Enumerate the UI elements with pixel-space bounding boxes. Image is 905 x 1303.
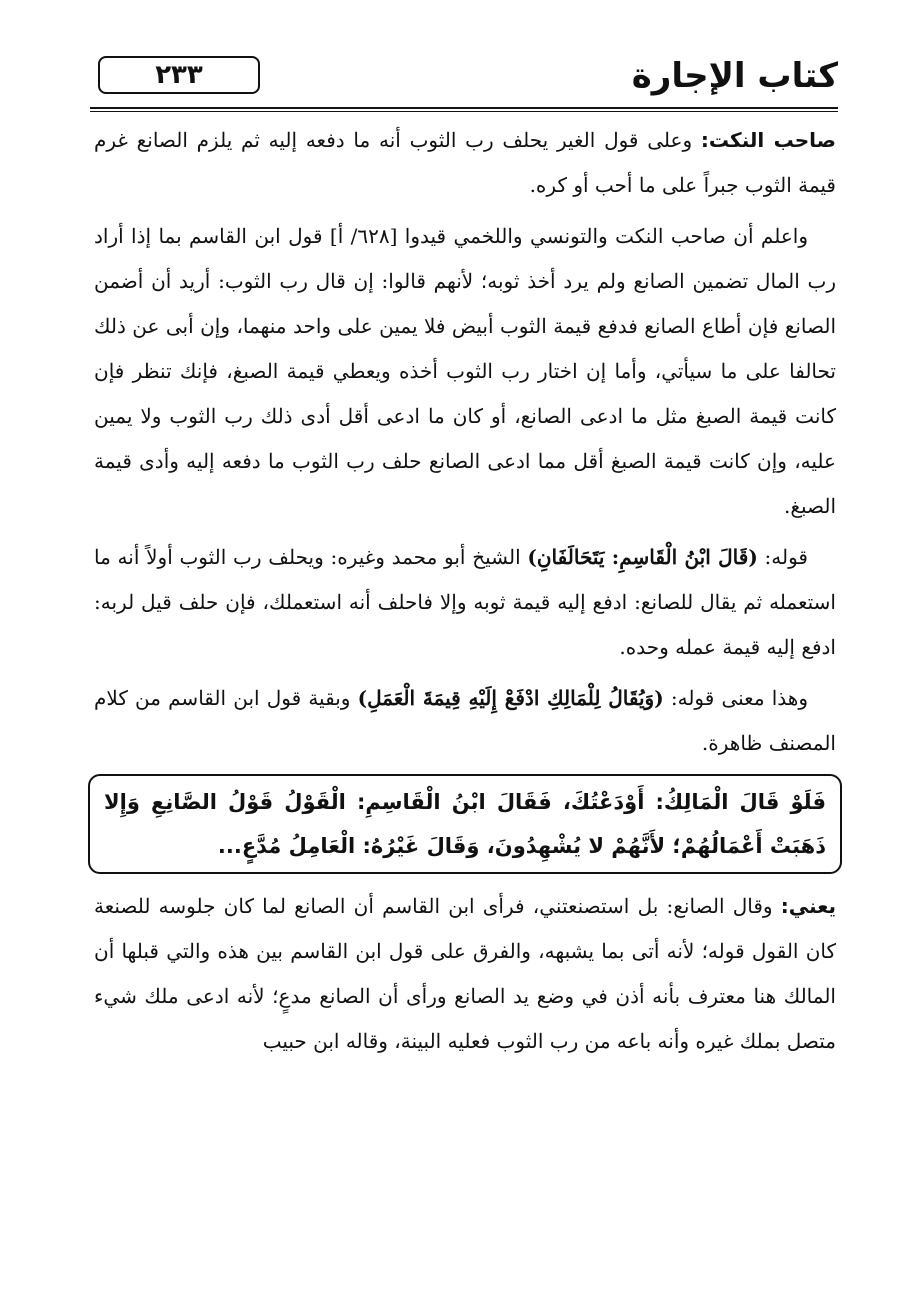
- quoted-matn: (قَالَ ابْنُ الْقَاسِمِ: يَتَحَالَفَانِ): [527, 545, 758, 569]
- header-divider-thin: [90, 111, 838, 112]
- paragraph-5: [94, 884, 836, 1064]
- paragraph-text: وقال الصانع: بل استصنعتني، فرأى ابن القاسم أن الصانع لما كان جلوسه للصنعة كان القول قوله؛ لأنه أتى بما يشبهه، والفرق على قول ابن القاسم بين هذه والتي قبلها أن المالك هنا معترف بأنه أذن في وضع يد الصانع ورأى أن الصانع مدعٍ؛ لأنه ادعى ملك شيء متصل بملك غيره وأنه باعه من رب الثوب فعليه البينة، وقاله ابن حبيب: [94, 894, 836, 1053]
- explanation-label: يعني:: [780, 894, 836, 918]
- paragraph-4: [94, 676, 836, 766]
- matn-box: فَلَوْ قَالَ الْمَالِكُ: أَوْدَعْتُكَ، فَقَالَ ابْنُ الْقَاسِمِ: الْقَوْلُ قَوْلُ الصَّانِعِ وَإِلا ذَهَبَتْ أَعْمَالُهُمْ؛ لأَنَّهُمْ لا يُشْهِدُونَ، وَقَالَ غَيْرُهُ: الْعَامِلُ مُدَّعٍ...: [88, 774, 842, 874]
- page-number: ٢٣٣: [98, 56, 260, 94]
- paragraph-text: وبقية قول ابن القاسم من كلام المصنف ظاهرة.: [94, 686, 836, 755]
- speaker-label: صاحب النكت:: [700, 128, 836, 152]
- paragraph-2: [94, 214, 836, 529]
- quoted-matn: (وَيُقَالُ لِلْمَالِكِ ادْفَعْ إِلَيْهِ قِيمَةَ الْعَمَلِ): [357, 686, 664, 710]
- page-body: [94, 118, 836, 1070]
- paragraph-text: واعلم أن صاحب النكت والتونسي واللخمي قيدوا [٦٢٨/ أ] قول ابن القاسم بما إذا أراد رب المال تضمين الصانع ولم يرد أخذ ثوبه؛ لأنهم قالوا: إن قال رب الثوب: أريد أن أضمن الصانع فإن أطاع الصانع فدفع قيمة الثوب أبيض فلا يمين على واحد منهما، وإن أبى عن ذلك تحالفا على ما سيأتي، وأما إن اختار رب الثوب أخذه ويعطي قيمة الصبغ، فإنك تنظر فإن كانت قيمة الصبغ مثل ما ادعى الصانع، أو كان ما ادعى أقل أدى ذلك رب الثوب ولا يمين عليه، وإن كانت قيمة الصبغ أقل مما ادعى الصانع حلف رب الثوب ما دفعه إليه وأدى قيمة الصبغ.: [94, 224, 836, 518]
- paragraph-text: وهذا معنى قوله:: [663, 686, 808, 710]
- paragraph-text: قوله:: [757, 545, 808, 569]
- paragraph-text: وعلى قول الغير يحلف رب الثوب أنه ما دفعه إليه ثم يلزم الصانع غرم قيمة الثوب جبراً على ما أحب أو كره.: [94, 128, 836, 197]
- chapter-title: كتاب الإجارة: [631, 56, 838, 96]
- header-divider: [90, 107, 838, 109]
- paragraph-1: [94, 118, 836, 208]
- paragraph-text: الشيخ أبو محمد وغيره: ويحلف رب الثوب أولاً أنه ما استعمله ثم يقال للصانع: ادفع إليه قيمة ثوبه وإلا فاحلف أنه استعملك، فإن حلف قيل لربه: ادفع إليه قيمة عمله وحده.: [94, 545, 836, 659]
- page-header: [90, 48, 838, 106]
- paragraph-3: [94, 535, 836, 670]
